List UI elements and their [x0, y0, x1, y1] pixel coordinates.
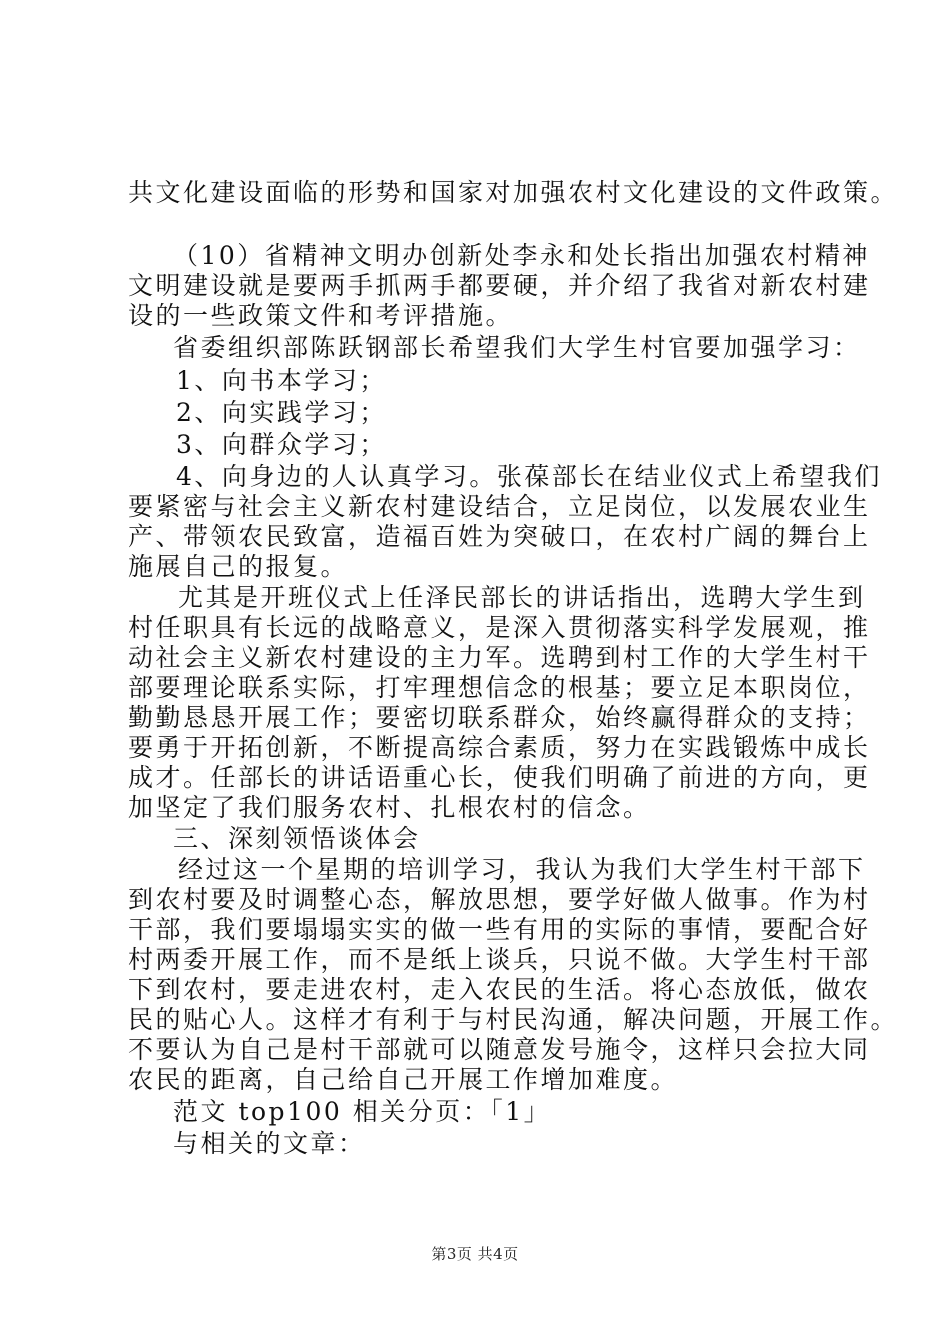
- paragraph-line: 到农村要及时调整心态，解放思想，要学好做人做事。作为村: [128, 885, 871, 914]
- paragraph-line: 文明建设就是要两手抓两手都要硬，并介绍了我省对新农村建: [128, 271, 871, 300]
- paragraph-line: 不要认为自己是村干部就可以随意发号施令，这样只会拉大同: [128, 1035, 871, 1064]
- paragraph-line: 设的一些政策文件和考评措施。: [128, 301, 514, 330]
- paragraph-line: 民的贴心人。这样才有利于与村民沟通，解决问题，开展工作。: [128, 1005, 899, 1034]
- paragraph-line: （10）省精神文明办创新处李永和处长指出加强农村精神: [173, 241, 870, 270]
- paragraph-line: 要紧密与社会主义新农村建设结合，立足岗位，以发展农业生: [128, 492, 871, 521]
- paragraph-line: 勤勤恳恳开展工作；要密切联系群众，始终赢得群众的支持；: [128, 703, 871, 732]
- page-footer: 第3页 共4页: [431, 1245, 519, 1263]
- paragraph-line: 共文化建设面临的形势和国家对加强农村文化建设的文件政策。: [128, 178, 899, 207]
- section-heading: 三、深刻领悟谈体会: [173, 824, 421, 853]
- paragraph-line: 干部，我们要塌塌实实的做一些有用的实际的事情，要配合好: [128, 915, 871, 944]
- pagination-link[interactable]: 范文 top100 相关分页：「1」: [173, 1097, 552, 1126]
- paragraph-line: 产、带领农民致富，造福百姓为突破口，在农村广阔的舞台上: [128, 522, 871, 551]
- paragraph-line: 村任职具有长远的战略意义，是深入贯彻落实科学发展观，推: [128, 613, 871, 642]
- paragraph-line: 加坚定了我们服务农村、扎根农村的信念。: [128, 793, 651, 822]
- list-item: 2、向实践学习；: [176, 398, 387, 427]
- list-item: 1、向书本学习；: [176, 366, 387, 395]
- paragraph-line: 施展自己的报复。: [128, 552, 349, 581]
- paragraph-line: 动社会主义新农村建设的主力军。选聘到村工作的大学生村干: [128, 643, 871, 672]
- paragraph-line: 省委组织部陈跃钢部长希望我们大学生村官要加强学习：: [173, 333, 861, 362]
- paragraph-line: 经过这一个星期的培训学习，我认为我们大学生村干部下: [178, 855, 866, 884]
- paragraph-line: 尤其是开班仪式上任泽民部长的讲话指出，选聘大学生到: [178, 583, 866, 612]
- paragraph-line: 要勇于开拓创新，不断提高综合素质，努力在实践锻炼中成长: [128, 733, 871, 762]
- related-articles-heading: 与相关的文章：: [173, 1129, 366, 1158]
- paragraph-line: 村两委开展工作，而不是纸上谈兵，只说不做。大学生村干部: [128, 945, 871, 974]
- list-item: 3、向群众学习；: [176, 430, 387, 459]
- paragraph-line: 成才。任部长的讲话语重心长，使我们明确了前进的方向，更: [128, 763, 871, 792]
- paragraph-line: 部要理论联系实际，打牢理想信念的根基；要立足本职岗位，: [128, 673, 871, 702]
- paragraph-line: 农民的距离，自己给自己开展工作增加难度。: [128, 1065, 679, 1094]
- list-item: 4、向身边的人认真学习。张葆部长在结业仪式上希望我们: [176, 462, 882, 491]
- paragraph-line: 下到农村，要走进农村，走入农民的生活。将心态放低，做农: [128, 975, 871, 1004]
